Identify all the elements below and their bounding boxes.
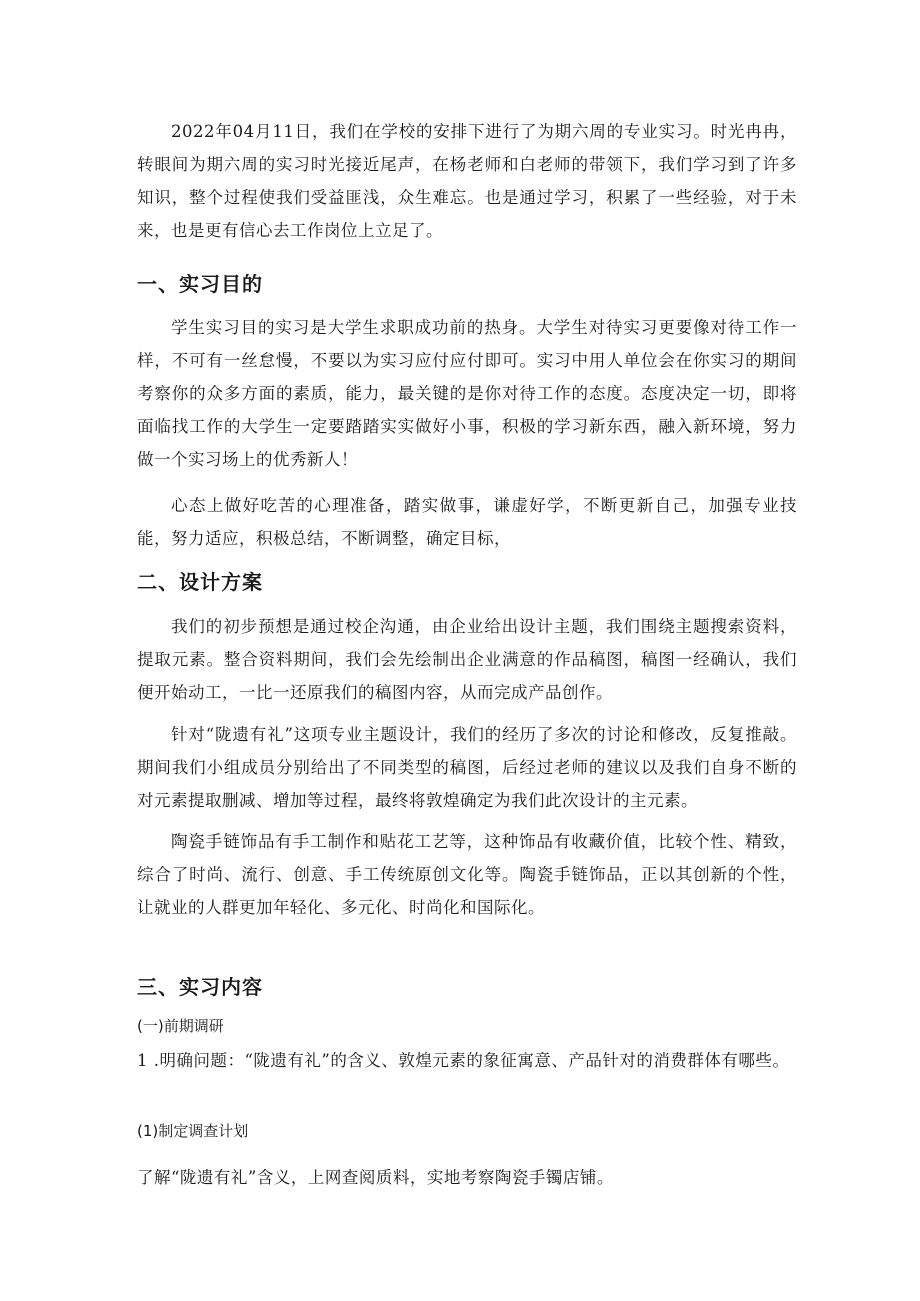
purpose-paragraph-2: 心态上做好吃苦的心理准备，踏实做事，谦虚好学，不断更新自己，加强专业技能，努力适应，积极总结，不断调整，确定目标， — [137, 496, 797, 548]
design-paragraph-1: 我们的初步预想是通过校企沟通，由企业给出设计主题，我们围绕主题搜索资料，提取元素。整合资料期间，我们会先绘制出企业满意的作品稿图，稿图一经确认，我们便开始动工，一比一还原我们的稿图内容，从而完成产品创作。 — [137, 617, 797, 702]
subsection-title-research: (一)前期调研 — [137, 1017, 224, 1035]
plan-paragraph: 了解“陇遗有礼”含义，上网查阅质料，实地考察陶瓷手镯店铺。 — [137, 1168, 614, 1187]
subsection-title-plan: (1)制定调查计划 — [137, 1122, 249, 1140]
purpose-paragraph-1: 学生实习目的实习是大学生求职成功前的热身。大学生对待实习更要像对待工作一样，不可有一丝怠慢，不要以为实习应付应付即可。实习中用人单位会在你实习的期间考察你的众多方面的素质，能力，最关键的是你对待工作的态度。态度决定一切，即将面临找工作的大学生一定要踏踏实实做好小事，积极的学习新东西，融入新环境，努力做一个实习场上的优秀新人！ — [137, 318, 797, 469]
section-heading-purpose: 一、实习目的 — [137, 272, 263, 296]
design-paragraph-2: 针对“陇遗有礼”这项专业主题设计，我们的经历了多次的讨论和修改，反复推敲。期间我们小组成员分别给出了不同类型的稿图，后经过老师的建议以及我们自身不断的对元素提取删减、增加等过程，最终将敦煌确定为我们此次设计的主元素。 — [137, 725, 797, 810]
design-paragraph-3: 陶瓷手链饰品有手工制作和贴花工艺等，这种饰品有收藏价值，比较个性、精致，综合了时尚、流行、创意、手工传统原创文化等。陶瓷手链饰品，正以其创新的个性，让就业的人群更加年轻化、多元化、时尚化和国际化。 — [137, 832, 797, 917]
section-heading-content: 三、实习内容 — [137, 975, 263, 999]
intro-paragraph: 2022年04月11日，我们在学校的安排下进行了为期六周的专业实习。时光冉冉，转眼间为期六周的实习时光接近尾声，在杨老师和白老师的带领下，我们学习到了许多知识，整个过程使我们受益匪浅，众生难忘。也是通过学习，积累了一些经验，对于未来，也是更有信心去工作岗位上立足了。 — [137, 122, 797, 240]
research-item-1: 1 .明确问题：“陇遗有礼”的含义、敦煌元素的象征寓意、产品针对的消费群体有哪些。 — [137, 1051, 790, 1070]
section-heading-design: 二、设计方案 — [137, 570, 263, 594]
